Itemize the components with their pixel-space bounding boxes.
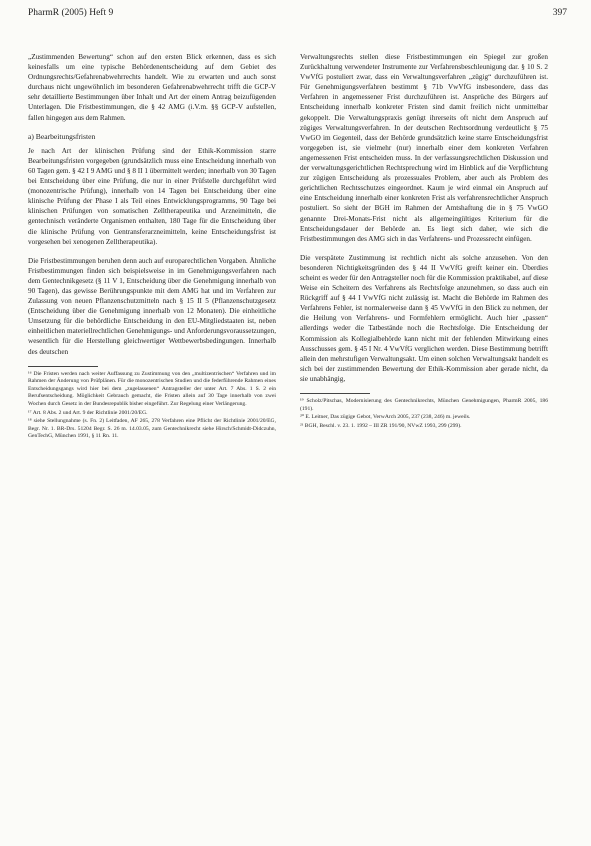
footnote: ²⁰ E. Leitner, Das zügige Gebot, VerwArch 2005, 237 (238, 246) m. jeweils. <box>300 414 471 421</box>
body-paragraph: Verwaltungsrechts stellen diese Fristbestimmungen ein Spiegel zur großen Zurückhaltung verwendeter Instrumente zur Verfahrensbeschleunigung dar. § 10 S. 2 VwVfG postuliert zwar, dass ein Verwaltungsverfahren „zügig“ durchzuführen ist. Für Genehmigungsverfahren bestimmt § 71b VwVfG insbesondere, dass das Verfahren in angemessener Frist durchzuführen ist. Ansprüche des Bürgers auf Entscheidung innerhalb konkreter Fristen sind damit freilich nicht unmittelbar gekoppelt. Die Verwaltungspraxis genügt ihrerseits oft nicht dem Anspruch auf zügiges Verwaltungsverfahren. In der deutschen Rechtsordnung verdeutlicht § 75 VwGO im Gegenteil, dass der Behörde grundsätzlich keine starre Entscheidungsfrist vorgegeben ist, sie vielmehr (nur) innerhalb einer dem konkreten Verfahren angemessenen Frist entscheiden muss. In der verfassungsrechtlichen Diskussion und der verwaltungsgerichtlichen Rechtsprechung wird im Hinblick auf die Verpflichtung zur zügigen Entscheidung als prozessuales Problem, aber auch als Problem des gerichtlichen Rechtsschutzes eingeordnet. Kaum je wird einmal ein Anspruch auf eine Entscheidung innerhalb einer konkreten Frist als verfahrensrechtlicher Anspruch postuliert. So sieht der BGH im Rahmen der Amtshaftung die in § 75 VwGO genannte Drei-Monats-Frist nicht als allgemeingültiges Kriterium für die Entscheidungsdauer der Behörde an. Es liegt sich daher, wie sich die Fristbestimmungen des AMG sich in das Verfahrens- und Prozessrecht einfügen. <box>300 53 548 243</box>
footnote-divider <box>300 393 370 394</box>
section-heading: a) Bearbeitungsfristen <box>28 131 96 141</box>
left-column <box>28 52 276 442</box>
footnote: ²¹ BGH, Beschl. v. 23. 1. 1992 – III ZR 191/90, NVwZ 1993, 299 (299). <box>300 422 462 429</box>
intro-paragraph: „Zustimmenden Bewertung“ schon auf den ersten Blick erkennen, dass es sich keinesfalls um eine typische Behördenentscheidung auf dem Gebiet des Ordnungsrechts/Gefahrenabwehrrechts handelt. Wie zu erwarten und auch sonst durchaus nicht ungewöhnlich im besonderen Gefahrenabwehrrecht trifft die GCP-V sehr detaillierte Bestimmungen über Inhalt und Art der einem Antrag beizufügenden Unterlagen. Die Fristbestimmungen, die § 42 AMG (i.V.m. §§ GCP-V aufstellen, fallen hingegen aus dem Rahmen. <box>28 53 276 122</box>
footnote: ¹⁹ Scholz/Pitschas, Modernisierung des Gentechnikrechts, München Genehmigungen, PharmR 2005, 186 (191). <box>300 398 548 412</box>
page-number: 397 <box>552 8 567 18</box>
body-paragraph: Je nach Art der klinischen Prüfung sind der Ethik-Kommission starre Bearbeitungsfristen vorgegeben (grundsätzlich muss eine Entscheidung innerhalb von 60 Tagen gem. § 42 I 9 AMG und § 8 II 1 übermittelt werden; innerhalb von 30 Tagen bei Entscheidung über eine Prüfung, die nur in einer Prüfstelle durchgeführt wird (monozentrische Prüfung), innerhalb von 14 Tagen bei Entscheidung über eine klinische Prüfung der Phase I als Teil eines Entwicklungsprogramms, 90 Tage bei klinischen Prüfungen von somatischen Zelltherapeutika und Arzneimitteln, die gentechnisch veränderte Organismen enthalten, 180 Tage für die Entscheidung über die klinische Prüfung von Gentransferarzneimitteln, keine Entscheidungsfrist ist vorgesehen bei xenogenen Zelltherapeutika). <box>28 146 276 246</box>
footnotes-left <box>28 371 276 441</box>
footnote: ¹⁸ siehe Stellungnahme (s. Fn. 2) Leitfaden, AF 265, 278 Verfahren eine Pflicht der Richtlinie 2001/20/EG, Begr. Nr. 1. BR-Drs. 51204 Begr. S. 26 m. 14.03.05, zum Gentechnikrecht siehe Hirsch/Schmidt-Didczuhn, GenTechG, München 1991, § 11 Rn. 11. <box>28 418 276 440</box>
journal-citation: PharmR (2005) Heft 9 <box>28 8 114 18</box>
footnote: ¹⁷ Art. 8 Abs. 2 und Art. 9 der Richtlinie 2001/20/EG. <box>28 409 148 416</box>
footnotes-right <box>300 398 548 430</box>
footnote: ¹⁶ Die Fristen werden nach weiter Auffassung zu Zustimmung von den „multizentrischen“ Verfahren und im Rahmen der Änderung von Prüfplänen. Für die monozentrischen Studien und die federführende Rahmen eines Entscheidungsgangs wird hier bei dem „zugelassenen“ Antragsteller der unter Art. 7 Abs. 1 S. 2 ein Berufsentscheidung. Möglichkeit Gebrauch gemacht, die Fristen allein auf 30 Tage innerhalb von zwei Wochen durch Gesetz in der Bundesrepublik bisher eingeführt. Zur Regelung einer Verlängerung. <box>28 370 276 407</box>
body-paragraph: Die verspätete Zustimmung ist rechtlich nicht als solche anzusehen. Von den besonderen Nichtigkeitsgründen des § 44 II VwVfG greift keiner ein. Überdies scheint es weder für den Antragsteller noch für die Kommission praktikabel, auf diese Weise ein Scheitern des Verfahrens als Rechtsfolge anzunehmen, so dass auch ein Rückgriff auf § 44 I VwVfG nicht zulässig ist. Macht die Behörde im Rahmen des Verfahrens Fehler, ist normalerweise dann § 45 VwVfG in den Blick zu nehmen, der die Heilung von Verfahrens- und Formfehlern ermöglicht. Auch hier „passen“ allerdings weder die Tatbestände noch die Rechtsfolge. Die Entscheidung der Kommission als Kollegialbehörde kann nicht mit der fehlenden Mitwirkung eines Ausschusses gem. § 45 I Nr. 4 VwVfG verglichen werden. Diese Bestimmung betrifft allein den mehrstufigen Verwaltungsakt. Um einen solchen Verwaltungsakt handelt es sich bei der zustimmenden Bewertung der Ethik-Kommission aber gerade nicht, da sie unabhängig, <box>300 253 548 383</box>
body-paragraph: Die Fristbestimmungen beruhen denn auch auf europarechtlichen Vorgaben. Ähnliche Fristbestimmungen finden sich beispielsweise in im Genehmigungsverfahren nach dem Gentechnikgesetz (§ 11 V 1, Entscheidung über die Genehmigung innerhalb von 90 Tagen), das gewisse Berührungspunkte mit dem AMG hat und im Verfahren zur Zulassung von neuen Pflanzenschutzmitteln nach § 15 II 5 (Pflanzenschutzgesetz (Entscheidung über die Genehmigung innerhalb von 12 Monaten). Die einheitliche Umsetzung für die behördliche Entscheidung in den EU-Mitgliedstaaten ist, neben einheitlichen materiellrechtlichen Genehmigungs- und Anforderungsvoraussetzungen, wesentlich für die Herstellung gleichwertiger Wettbewerbsbedingungen. Innerhalb des deutschen <box>28 256 276 356</box>
right-column <box>300 52 548 431</box>
footnote-divider <box>28 366 98 367</box>
